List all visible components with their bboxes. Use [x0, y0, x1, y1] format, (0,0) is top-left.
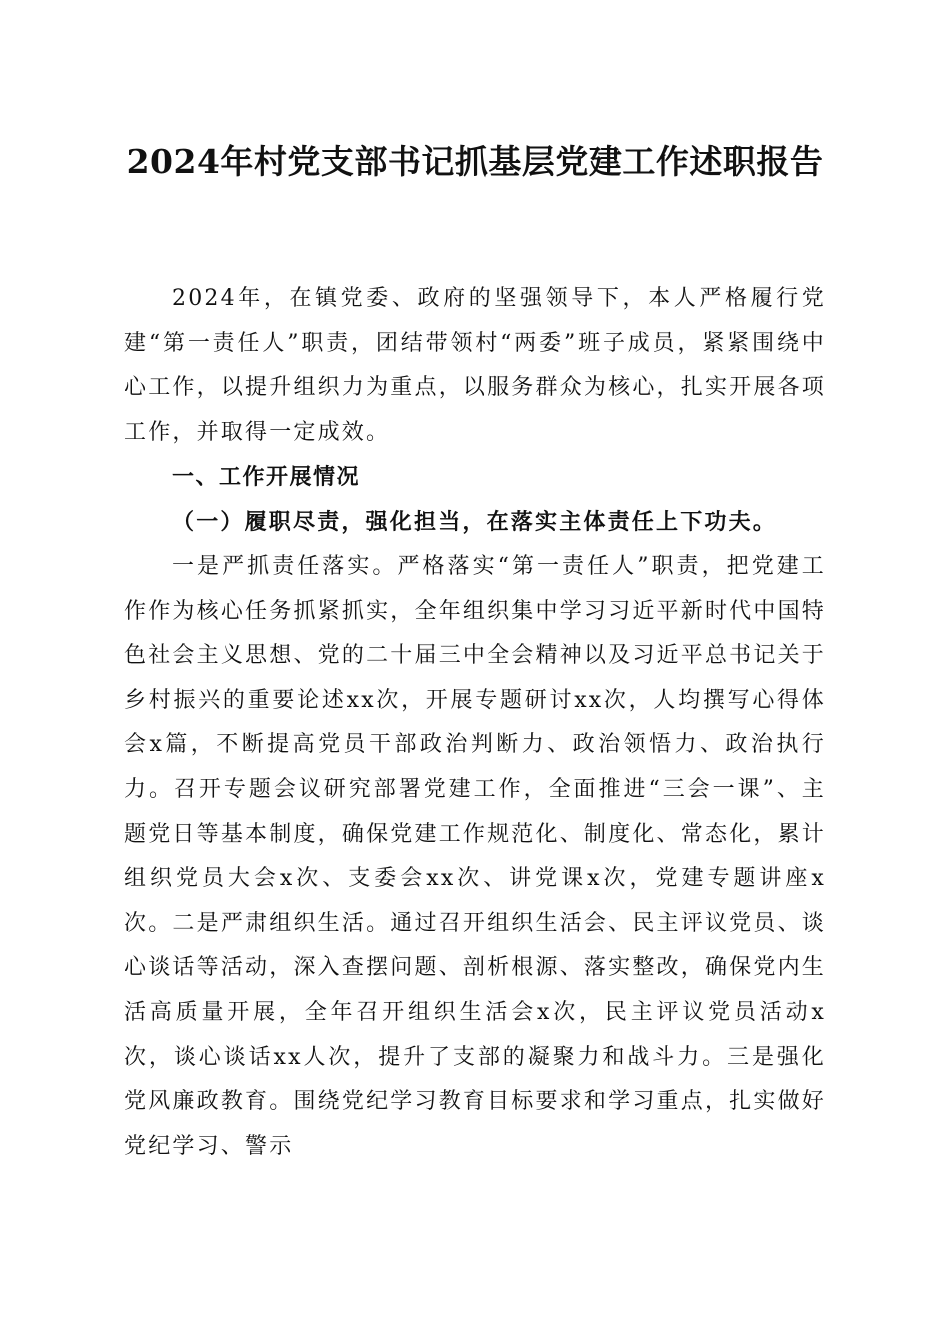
section-heading: 一、工作开展情况	[172, 465, 361, 490]
intro-paragraph: 2024年，在镇党委、政府的坚强领导下，本人严格履行党建“第一责任人”职责，团结带领村“两委”班子成员，紧紧围绕中心工作，以提升组织力为重点，以服务群众为核心，扎实开展各项工作，并取得一定成效。	[124, 286, 826, 445]
body-paragraph: 一是严抓责任落实。严格落实“第一责任人”职责，把党建工作作为核心任务抓紧抓实，全年组织集中学习习近平新时代中国特色社会主义思想、党的二十届三中全会精神以及习近平总书记关于乡村振兴的重要论述xx次，开展专题研讨xx次，人均撰写心得体会x篇，不断提高党员干部政治判断力、政治领悟力、政治执行力。召开专题会议研究部署党建工作，全面推进“三会一课”、主题党日等基本制度，确保党建工作规范化、制度化、常态化，累计组织党员大会x次、支委会xx次、讲党课x次，党建专题讲座x次。二是严肃组织生活。通过召开组织生活会、民主评议党员、谈心谈话等活动，深入查摆问题、剖析根源、落实整改，确保党内生活高质量开展，全年召开组织生活会x次，民主评议党员活动x次，谈心谈话xx人次，提升了支部的凝聚力和战斗力。三是强化党风廉政教育。围绕党纪学习教育目标要求和学习重点，扎实做好党纪学习、警示	[124, 554, 826, 1159]
subsection-heading: （一）履职尽责，强化担当，在落实主体责任上下功夫。	[172, 509, 778, 535]
document-title: 2024年村党支部书记抓基层党建工作述职报告	[126, 142, 824, 181]
